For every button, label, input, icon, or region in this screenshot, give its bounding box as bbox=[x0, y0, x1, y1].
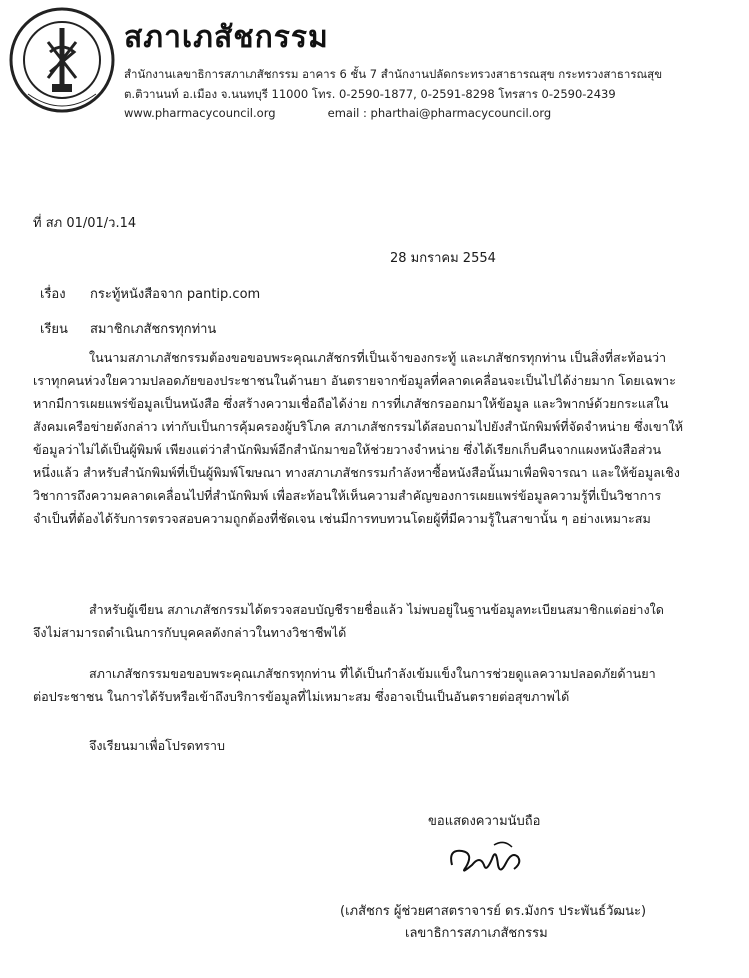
subject-text: กระทู้หนังสือจาก pantip.com bbox=[90, 287, 261, 302]
reference-number: ที่ สภ 01/01/ว.14 bbox=[33, 216, 137, 231]
paragraph-3-line: ต่อประชาชน ในการได้รับหรือเข้าถึงบริการข้อมูลที่ไม่เหมาะสม ซึ่งอาจเป็นเป็นอันตรายต่อสุขภาพได้ bbox=[33, 689, 570, 704]
pharmacy-council-seal bbox=[8, 6, 116, 114]
paragraph-1-line: วิชาการถึงความคลาดเคลื่อนไปที่สำนักพิมพ์ เพื่อสะท้อนให้เห็นความสำคัญของการเผยแพร่ข้อมูลความรู้ที่เป็นวิชาการ bbox=[33, 488, 662, 503]
address-line-1: สำนักงานเลขาธิการสภาเภสัชกรรม อาคาร 6 ชั้น 7 สำนักงานปลัดกระทรวงสาธารณสุข กระทรวงสาธารณสุข bbox=[124, 67, 663, 81]
paragraph-2-line: สำหรับผู้เขียน สภาเภสัชกรรมได้ตรวจสอบบัญชีรายชื่อแล้ว ไม่พบอยู่ในฐานข้อมูลทะเบียนสมาชิกแต่อย่างใด bbox=[89, 602, 664, 617]
signer-name: (เภสัชกร ผู้ช่วยศาสตราจารย์ ดร.มังกร ประพันธ์วัฒนะ) bbox=[340, 904, 647, 919]
paragraph-1-line: หากมีการเผยแพร่ข้อมูลเป็นหนังสือ ซึ่งสร้างความเชื่อถือได้ง่าย การที่เภสัชกรออกมาให้ข้อมูล และวิพากษ์ด้วยกระแสใน bbox=[33, 396, 669, 411]
recipient-text: สมาชิกเภสัชกรทุกท่าน bbox=[90, 322, 217, 337]
subject-label: เรื่อง bbox=[40, 287, 66, 302]
paragraph-1-line: เราทุกคนห่วงใยความปลอดภัยของประชาชนในด้านยา อันตรายจากข้อมูลที่คลาดเคลื่อนจะเป็นไปได้ง่ายมาก โดยเฉพาะ bbox=[33, 373, 676, 388]
paragraph-1-line: ในนามสภาเภสัชกรรมต้องขอขอบพระคุณเภสัชกรที่เป็นเจ้าของกระทู้ และเภสัชกรทุกท่าน เป็นสิ่งที่สะท้อนว่า bbox=[89, 350, 667, 365]
recipient-label: เรียน bbox=[40, 322, 68, 337]
paragraph-1-line: จำเป็นที่ต้องได้รับการตรวจสอบความถูกต้องที่ชัดเจน เช่นมีการทบทวนโดยผู้ที่มีความรู้ในสาขานั้น ๆ อย่างเหมาะสม bbox=[33, 511, 651, 526]
signer-title: เลขาธิการสภาเภสัชกรรม bbox=[405, 926, 548, 941]
paragraph-3-line: สภาเภสัชกรรมขอขอบพระคุณเภสัชกรทุกท่าน ที่ได้เป็นกำลังเข้มแข็งในการช่วยดูแลความปลอดภัยด้านยา bbox=[89, 666, 656, 681]
body-paragraph-1 bbox=[33, 346, 683, 530]
paragraph-2-line: จึงไม่สามารถดำเนินการกับบุคคลดังกล่าวในทางวิชาชีพได้ bbox=[33, 625, 347, 640]
paragraph-1-line: หนึ่งแล้ว สำหรับสำนักพิมพ์ที่เป็นผู้พิมพ์โฆษณา ทางสภาเภสัชกรรมกำลังหาซื้อหนังสือนั้นมาเพื่อพิจารณา และให้ข้อมูลเชิง bbox=[33, 465, 680, 480]
body-paragraph-3 bbox=[33, 662, 656, 708]
closing-salutation: ขอแสดงความนับถือ bbox=[428, 814, 541, 829]
address-line-2: ต.ติวานนท์ อ.เมือง จ.นนทบุรี 11000 โทร. 0-2590-1877, 0-2591-8298 โทรสาร 0-2590-2439 bbox=[124, 87, 616, 101]
body-paragraph-2 bbox=[33, 598, 664, 644]
body-paragraph-4: จึงเรียนมาเพื่อโปรดทราบ bbox=[89, 738, 225, 753]
handwritten-signature bbox=[446, 835, 526, 881]
website-link[interactable]: www.pharmacycouncil.org bbox=[124, 106, 276, 120]
paragraph-1-line: ข้อมูลว่าไม่ได้เป็นผู้พิมพ์ เพียงแต่ว่าสำนักพิมพ์อีกสำนักมาขอให้ช่วยวางจำหน่าย ซึ่งได้เรียกเก็บคืนจากแผงหนังสือส่วน bbox=[33, 442, 662, 457]
letter-date: 28 มกราคม 2554 bbox=[390, 251, 496, 266]
contact-line bbox=[124, 106, 551, 120]
organization-name: สภาเภสัชกรรม bbox=[124, 20, 329, 55]
email-link[interactable]: email : pharthai@pharmacycouncil.org bbox=[327, 106, 552, 120]
paragraph-1-line: สังคมเครือข่ายดังกล่าว เท่ากับเป็นการคุ้มครองผู้บริโภค สภาเภสัชกรรมได้สอบถามไปยังสำนักพิมพ์ที่จัดจำหน่าย ซึ่งเขาให้ bbox=[33, 419, 684, 434]
